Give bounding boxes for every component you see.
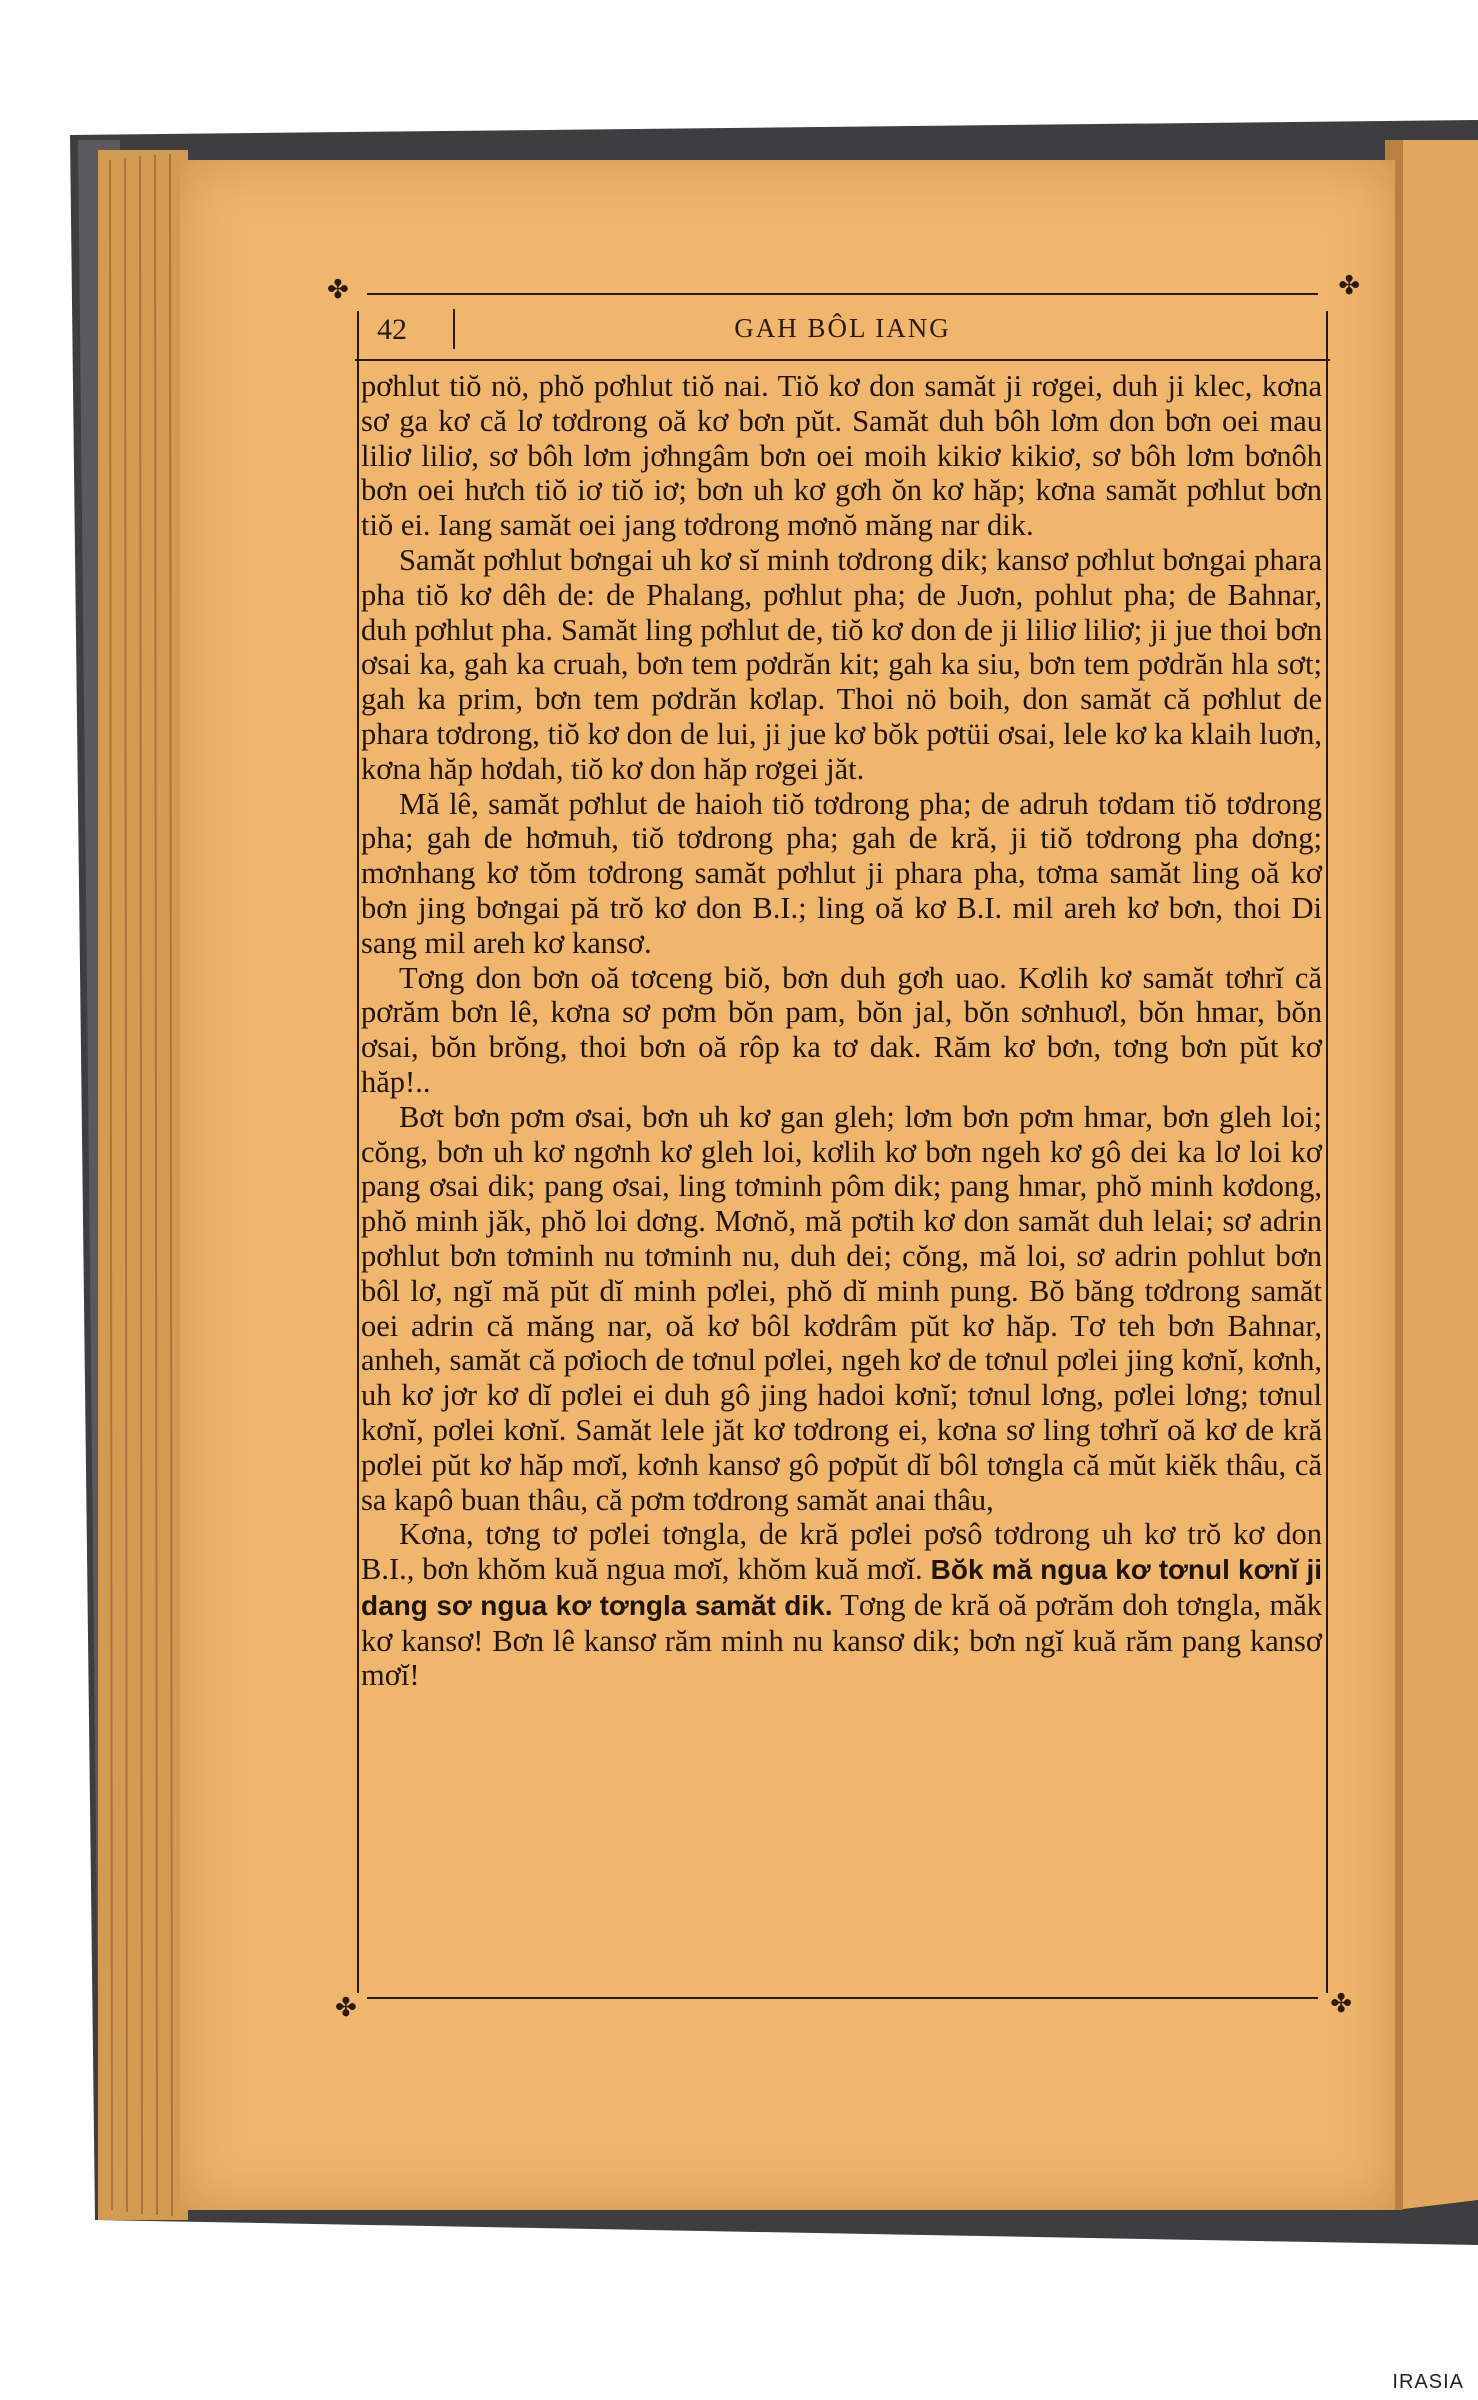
club-ornament-icon: ✤ [1330,1989,1352,2018]
body-text [361,369,1322,1693]
bottom-rule [367,1997,1318,1999]
paragraph-text: Tơng de kră oă pơrăm doh tơngla, măk kơ kansơ! Bơn lê kansơ răm minh nu kansơ dik; bơn ngĭ kuă răm pang kansơ mơĭ! [361,1587,1323,1693]
paragraph: Samăt pơhlut bơngai uh kơ sĭ minh tơdrong dik; kansơ pơhlut bơngai phara pha tiŏ kơ dêh de: de Phalang, pơhlut pha; de Juơn, pohlut pha; de Bahnar, duh pơhlut pha. Samăt ling pơhlut de, tiŏ kơ don de ji liliơ liliơ; ji jue thoi bơn ơsai ka, gah ka cruah, bơn tem pơdrăn kit; gah ka siu, bơn tem pơdrăn hla sơt; gah ka prim, bơn tem pơdrăn kơlap. Thoi nö boih, don samăt că pơhlut de phara tơdrong, tiŏ kơ don de lui, ji jue kơ bŏk pơtüi ơsai, lele kơ ka klaih luơn, kơna hăp hơdah, tiŏ kơ don hăp rơgei jăt. [361,542,1322,786]
club-ornament-icon: ✤ [1338,271,1360,300]
left-rule [357,311,359,1993]
page-number: 42 [377,313,407,346]
page-frame [327,271,1360,2033]
paragraph: Tơng don bơn oă tơceng biŏ, bơn duh gơh uao. Kơlih kơ samăt tơhrĭ că pơrăm bơn lê, kơna sơ pơm bŏn pam, bŏn jal, bŏn sơnhuơl, bŏn hmar, bŏn ơsai, bŏn brŏng, thoi bơn oă rôp ka tơ dak. Răm kơ bơn, tơng bơn pŭt kơ hăp!.. [361,960,1322,1099]
right-rule [1326,311,1328,1993]
bold-sentence: Bŏk mă ngua kơ tơnul kơnĭ ji dang sơ ngua kơ tơngla samăt dik. [361,1554,1323,1621]
top-rule [367,293,1318,295]
running-title: GAH BÔL IANG [734,313,951,343]
paragraph: Bơt bơn pơm ơsai, bơn uh kơ gan gleh; lơm bơn pơm hmar, bơn gleh loi; cŏng, bơn uh kơ ngơnh kơ gleh loi, kơlih kơ bơn ngeh kơ gô dei ka lơ loi kơ pang ơsai dik; pang ơsai, ling tơminh pôm dik; pang hmar, phŏ minh kơdong, phŏ minh jăk, phŏ loi dơng. Mơnŏ, mă pơtih kơ don samăt duh lelai; sơ adrin pơhlut bơn tơminh nu tơminh nu, duh dei; cŏng, mă loi, sơ adrin pohlut bơn bôl lơ, ngĭ mă pŭt dĭ minh pơlei, phŏ dĭ minh pung. Bŏ băng tơdrong samăt oei adrin că măng nar, oă kơ bôl kơdrâm pŭt kơ hăp. Tơ teh bơn Bahnar, anheh, samăt că pơioch de tơnul pơlei, ngeh kơ de tơnul pơlei jing kơnĭ, kơnh, uh kơ jơr kơ dĭ pơlei ei duh gô jing hadoi kơnĭ; tơnul lơng, pơlei lơng; tơnul kơnĭ, pơlei kơnĭ. Samăt lele jăt kơ tơdrong ei, kơna sơ ling tơhrĭ oă kơ de kră pơlei pŭt kơ hăp mơĭ, kơnh kansơ gô pơpŭt dĭ bôl tơngla că mŭt kiĕk thâu, că sa kapô buan thâu, că pơm tơdrong samăt anai thâu, [361,1099,1322,1517]
paragraph-text: Kơna, tơng tơ pơlei tơngla, de kră pơlei pơsô tơdrong uh kơ trŏ kơ don B.I., bơn khŏm kuă ngua mơĭ, khŏm kuă mơĭ. [361,1517,1322,1587]
watermark: IRASIA [1392,2371,1464,2393]
header-rule [355,359,1330,361]
paragraph-last [361,1517,1322,1693]
club-ornament-icon: ✤ [335,1993,357,2022]
paragraph: Mă lê, samăt pơhlut de haioh tiŏ tơdrong pha; de adruh tơdam tiŏ tơdrong pha; gah de hơmuh, tiŏ tơdrong pha; gah de kră, ji tiŏ tơdrong pha dơng; mơnhang kơ tŏm tơdrong samăt pơhlut ji phara pha, tơma samăt ling oă kơ bơn jing bơngai pă trŏ kơ don B.I.; ling oă kơ B.I. mil areh kơ bơn, thoi Di sang mil areh kơ kansơ. [361,786,1322,960]
club-ornament-icon: ✤ [327,275,349,304]
paragraph: pơhlut tiŏ nö, phŏ pơhlut tiŏ nai. Tiŏ kơ don samăt ji rơgei, duh ji klec, kơna sơ ga kơ că lơ tơdrong oă kơ bơn pŭt. Samăt duh bôh lơm don bơn oei mau liliơ liliơ, sơ bôh lơm jơhngâm bơn oei moih kikiơ kikiơ, sơ bôh lơm bơnôh bơn oei hưch tiŏ iơ tiŏ iơ; bơn uh kơ gơh ŏn kơ hăp; kơna samăt pơhlut bơn tiŏ ei. Iang samăt oei jang tơdrong mơnŏ măng nar dik. [361,369,1322,543]
